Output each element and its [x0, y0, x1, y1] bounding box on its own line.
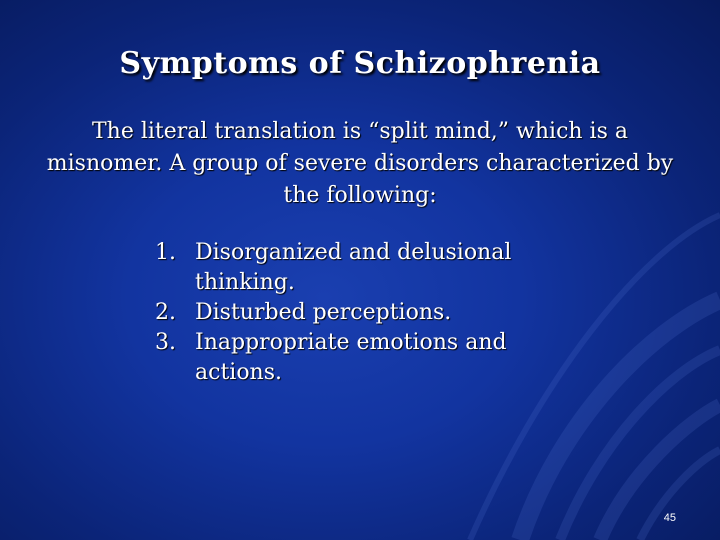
- list-item-text: Inappropriate emotions and actions.: [195, 330, 507, 385]
- intro-paragraph: The literal translation is “split mind,” which is a misnomer. A group of severe disorders characterized by the following:: [46, 119, 674, 208]
- list-item-number: 1.: [155, 240, 176, 265]
- list-item-text: Disturbed perceptions.: [195, 300, 452, 325]
- list-item: [155, 298, 535, 328]
- slide-title: Symptoms of Schizophrenia: [119, 46, 601, 81]
- page-number: 45: [663, 512, 676, 524]
- list-item-text: Disorganized and delusional thinking.: [195, 240, 512, 295]
- list-item-number: 3.: [155, 330, 176, 355]
- list-item-number: 2.: [155, 300, 176, 325]
- list-item: [155, 238, 535, 298]
- list-item: [155, 328, 535, 388]
- symptom-list: [155, 238, 535, 388]
